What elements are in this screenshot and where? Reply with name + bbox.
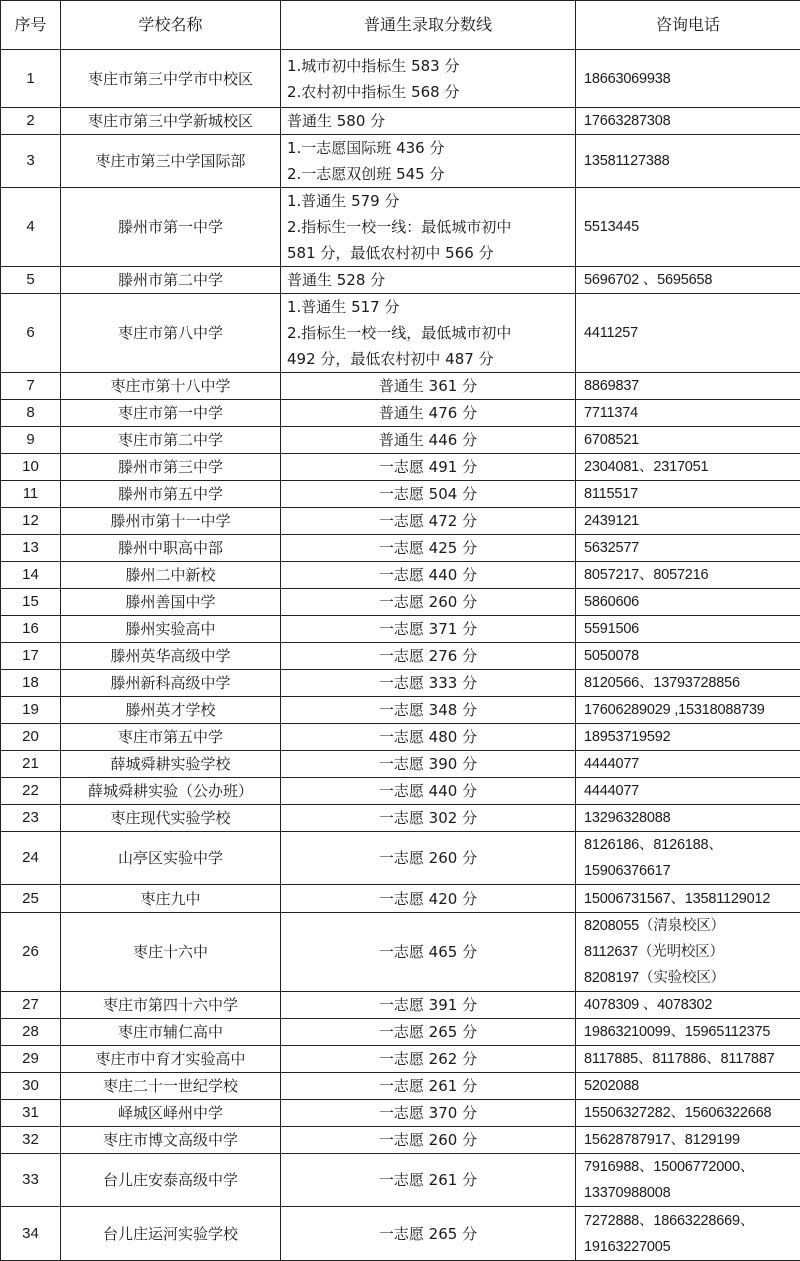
- school-name: 枣庄市第三中学国际部: [61, 135, 281, 188]
- row-number: 16: [1, 616, 61, 643]
- table-row: [1, 670, 800, 697]
- row-number: 34: [1, 1207, 61, 1261]
- school-name: 枣庄市第八中学: [61, 294, 281, 373]
- phone-line: 4411257: [584, 320, 794, 346]
- phone-line: 8120566、13793728856: [584, 670, 794, 696]
- table-row: [1, 751, 800, 778]
- row-number: 19: [1, 697, 61, 724]
- contact-phone: [576, 454, 800, 481]
- score-line: 一志愿 465 分: [287, 939, 569, 965]
- phone-line: 13581127388: [584, 148, 794, 174]
- school-name: 枣庄十六中: [61, 913, 281, 992]
- phone-line: 2304081、2317051: [584, 454, 794, 480]
- contact-phone: [576, 670, 800, 697]
- score-line: 一志愿 333 分: [287, 670, 569, 696]
- phone-line: 17606289029 ,15318088739: [584, 697, 794, 723]
- row-number: 24: [1, 832, 61, 885]
- school-name: 滕州英才学校: [61, 697, 281, 724]
- phone-line: 5632577: [584, 535, 794, 561]
- table-row: [1, 454, 800, 481]
- phone-line: 19863210099、15965112375: [584, 1019, 794, 1045]
- row-number: 20: [1, 724, 61, 751]
- phone-line: 18953719592: [584, 724, 794, 750]
- school-name: 滕州市第一中学: [61, 188, 281, 267]
- contact-phone: [576, 294, 800, 373]
- score-line: 一志愿 260 分: [287, 845, 569, 871]
- phone-line: 5860606: [584, 589, 794, 615]
- table-header: [1, 1, 800, 50]
- phone-line: 8117885、8117886、8117887: [584, 1046, 794, 1072]
- admission-score: [281, 562, 576, 589]
- score-line: 一志愿 491 分: [287, 454, 569, 480]
- row-number: 15: [1, 589, 61, 616]
- school-name: 滕州中职高中部: [61, 535, 281, 562]
- contact-phone: [576, 1046, 800, 1073]
- contact-phone: [576, 508, 800, 535]
- school-name: 滕州实验高中: [61, 616, 281, 643]
- school-name: 枣庄市第十八中学: [61, 373, 281, 400]
- contact-phone: [576, 805, 800, 832]
- admission-score: [281, 1046, 576, 1073]
- contact-phone: [576, 188, 800, 267]
- phone-line: 5591506: [584, 616, 794, 642]
- school-name: 薛城舜耕实验（公办班）: [61, 778, 281, 805]
- header-phone: 咨询电话: [576, 1, 800, 50]
- table-row: [1, 913, 800, 992]
- school-name: 枣庄市第四十六中学: [61, 992, 281, 1019]
- table-row: [1, 885, 800, 913]
- header-score: 普通生录取分数线: [281, 1, 576, 50]
- row-number: 14: [1, 562, 61, 589]
- admission-score: [281, 832, 576, 885]
- contact-phone: [576, 1100, 800, 1127]
- school-name: 台儿庄运河实验学校: [61, 1207, 281, 1261]
- contact-phone: [576, 724, 800, 751]
- contact-phone: [576, 427, 800, 454]
- admission-score: [281, 373, 576, 400]
- score-line: 普通生 476 分: [287, 400, 569, 426]
- table-row: [1, 1046, 800, 1073]
- phone-line: 15906376617: [584, 858, 794, 884]
- phone-line: 4078309 、4078302: [584, 992, 794, 1018]
- table-row: [1, 294, 800, 373]
- school-name: 滕州新科高级中学: [61, 670, 281, 697]
- admission-score: [281, 294, 576, 373]
- school-name: 枣庄市第一中学: [61, 400, 281, 427]
- contact-phone: [576, 135, 800, 188]
- school-name: 枣庄市第三中学市中校区: [61, 50, 281, 108]
- row-number: 32: [1, 1127, 61, 1154]
- school-name: 枣庄市第三中学新城校区: [61, 108, 281, 135]
- school-name: 枣庄市辅仁高中: [61, 1019, 281, 1046]
- row-number: 18: [1, 670, 61, 697]
- score-line: 一志愿 265 分: [287, 1019, 569, 1045]
- phone-line: 4444077: [584, 751, 794, 777]
- contact-phone: [576, 50, 800, 108]
- phone-line: 8057217、8057216: [584, 562, 794, 588]
- score-line: 1.普通生 579 分: [287, 188, 569, 214]
- row-number: 7: [1, 373, 61, 400]
- school-name: 枣庄二十一世纪学校: [61, 1073, 281, 1100]
- table-row: [1, 373, 800, 400]
- admission-score: [281, 267, 576, 294]
- admission-score: [281, 188, 576, 267]
- contact-phone: [576, 481, 800, 508]
- score-line: 一志愿 425 分: [287, 535, 569, 561]
- score-line: 普通生 580 分: [287, 108, 569, 134]
- table-row: [1, 188, 800, 267]
- admission-score: [281, 1127, 576, 1154]
- score-line: 492 分，最低农村初中 487 分: [287, 346, 569, 372]
- score-line: 普通生 528 分: [287, 267, 569, 293]
- admission-score: [281, 1154, 576, 1207]
- contact-phone: [576, 1019, 800, 1046]
- school-name: 枣庄市博文高级中学: [61, 1127, 281, 1154]
- school-name: 峄城区峄州中学: [61, 1100, 281, 1127]
- school-name: 滕州二中新校: [61, 562, 281, 589]
- row-number: 29: [1, 1046, 61, 1073]
- admission-score: [281, 913, 576, 992]
- phone-line: 5202088: [584, 1073, 794, 1099]
- admission-score: [281, 400, 576, 427]
- contact-phone: [576, 697, 800, 724]
- phone-line: 4444077: [584, 778, 794, 804]
- admission-score: [281, 481, 576, 508]
- score-line: 普通生 446 分: [287, 427, 569, 453]
- row-number: 10: [1, 454, 61, 481]
- table-row: [1, 724, 800, 751]
- contact-phone: [576, 1127, 800, 1154]
- row-number: 8: [1, 400, 61, 427]
- phone-line: 7711374: [584, 400, 794, 426]
- admission-score: [281, 992, 576, 1019]
- score-line: 一志愿 504 分: [287, 481, 569, 507]
- table-row: [1, 50, 800, 108]
- row-number: 21: [1, 751, 61, 778]
- score-line: 一志愿 261 分: [287, 1073, 569, 1099]
- phone-line: 13370988008: [584, 1180, 794, 1206]
- header-no: 序号: [1, 1, 61, 50]
- admission-score: [281, 108, 576, 135]
- row-number: 2: [1, 108, 61, 135]
- score-line: 一志愿 420 分: [287, 886, 569, 912]
- score-line: 一志愿 262 分: [287, 1046, 569, 1072]
- score-line: 一志愿 440 分: [287, 562, 569, 588]
- table-row: [1, 535, 800, 562]
- table-row: [1, 481, 800, 508]
- contact-phone: [576, 751, 800, 778]
- admission-score: [281, 1019, 576, 1046]
- admission-score: [281, 1100, 576, 1127]
- score-line: 一志愿 260 分: [287, 589, 569, 615]
- admission-score: [281, 805, 576, 832]
- phone-line: 8208197（实验校区）: [584, 965, 794, 991]
- table-row: [1, 108, 800, 135]
- phone-line: 15506327282、15606322668: [584, 1100, 794, 1126]
- contact-phone: [576, 778, 800, 805]
- score-line: 一志愿 440 分: [287, 778, 569, 804]
- score-line: 一志愿 391 分: [287, 992, 569, 1018]
- contact-phone: [576, 992, 800, 1019]
- row-number: 33: [1, 1154, 61, 1207]
- table-row: [1, 267, 800, 294]
- score-line: 1.普通生 517 分: [287, 294, 569, 320]
- school-name: 台儿庄安泰高级中学: [61, 1154, 281, 1207]
- row-number: 6: [1, 294, 61, 373]
- contact-phone: [576, 108, 800, 135]
- school-name: 滕州善国中学: [61, 589, 281, 616]
- row-number: 22: [1, 778, 61, 805]
- score-line: 一志愿 265 分: [287, 1221, 569, 1247]
- score-line: 一志愿 472 分: [287, 508, 569, 534]
- school-name: 滕州市第三中学: [61, 454, 281, 481]
- school-name: 滕州英华高级中学: [61, 643, 281, 670]
- admission-score: [281, 589, 576, 616]
- score-line: 一志愿 302 分: [287, 805, 569, 831]
- table-row: [1, 1073, 800, 1100]
- row-number: 23: [1, 805, 61, 832]
- school-name: 枣庄市第五中学: [61, 724, 281, 751]
- phone-line: 8126186、8126188、: [584, 832, 794, 858]
- phone-line: 5050078: [584, 643, 794, 669]
- table-row: [1, 1019, 800, 1046]
- contact-phone: [576, 1073, 800, 1100]
- admission-score: [281, 643, 576, 670]
- school-name: 枣庄现代实验学校: [61, 805, 281, 832]
- phone-line: 6708521: [584, 427, 794, 453]
- admission-score: [281, 427, 576, 454]
- score-line: 2.农村初中指标生 568 分: [287, 79, 569, 105]
- school-name: 滕州市第二中学: [61, 267, 281, 294]
- phone-line: 15628787917、8129199: [584, 1127, 794, 1153]
- phone-line: 2439121: [584, 508, 794, 534]
- phone-line: 18663069938: [584, 66, 794, 92]
- phone-line: 8112637（光明校区）: [584, 939, 794, 965]
- row-number: 3: [1, 135, 61, 188]
- table-row: [1, 778, 800, 805]
- contact-phone: [576, 373, 800, 400]
- table-row: [1, 508, 800, 535]
- table-row: [1, 805, 800, 832]
- table-row: [1, 400, 800, 427]
- table-row: [1, 135, 800, 188]
- school-name: 薛城舜耕实验学校: [61, 751, 281, 778]
- admission-score: [281, 454, 576, 481]
- row-number: 11: [1, 481, 61, 508]
- table-row: [1, 697, 800, 724]
- contact-phone: [576, 616, 800, 643]
- score-line: 2.指标生一校一线，最低城市初中: [287, 320, 569, 346]
- school-name: 滕州市第十一中学: [61, 508, 281, 535]
- score-line: 一志愿 348 分: [287, 697, 569, 723]
- contact-phone: [576, 535, 800, 562]
- score-line: 581 分，最低农村初中 566 分: [287, 240, 569, 266]
- school-name: 枣庄九中: [61, 885, 281, 913]
- contact-phone: [576, 562, 800, 589]
- contact-phone: [576, 643, 800, 670]
- school-name: 枣庄市第二中学: [61, 427, 281, 454]
- score-line: 2.指标生一校一线：最低城市初中: [287, 214, 569, 240]
- school-name: 枣庄市中育才实验高中: [61, 1046, 281, 1073]
- row-number: 31: [1, 1100, 61, 1127]
- score-line: 1.城市初中指标生 583 分: [287, 53, 569, 79]
- score-line: 一志愿 390 分: [287, 751, 569, 777]
- phone-line: 7916988、15006772000、: [584, 1154, 794, 1180]
- table-row: [1, 1154, 800, 1207]
- header-school-name: 学校名称: [61, 1, 281, 50]
- table-row: [1, 427, 800, 454]
- admission-score: [281, 508, 576, 535]
- phone-line: 8208055（清泉校区）: [584, 913, 794, 939]
- phone-line: 19163227005: [584, 1234, 794, 1260]
- row-number: 26: [1, 913, 61, 992]
- row-number: 5: [1, 267, 61, 294]
- admission-score: [281, 724, 576, 751]
- contact-phone: [576, 885, 800, 913]
- score-line: 一志愿 276 分: [287, 643, 569, 669]
- admission-score: [281, 135, 576, 188]
- row-number: 30: [1, 1073, 61, 1100]
- admission-score: [281, 751, 576, 778]
- table-row: [1, 1207, 800, 1261]
- score-line: 2.一志愿双创班 545 分: [287, 161, 569, 187]
- contact-phone: [576, 913, 800, 992]
- admission-score: [281, 50, 576, 108]
- admission-score: [281, 885, 576, 913]
- contact-phone: [576, 589, 800, 616]
- contact-phone: [576, 1154, 800, 1207]
- admission-score: [281, 616, 576, 643]
- admission-score: [281, 670, 576, 697]
- phone-line: 5696702 、5695658: [584, 267, 794, 293]
- phone-line: 5513445: [584, 214, 794, 240]
- contact-phone: [576, 267, 800, 294]
- contact-phone: [576, 832, 800, 885]
- table-row: [1, 832, 800, 885]
- table-row: [1, 1100, 800, 1127]
- phone-line: 8869837: [584, 373, 794, 399]
- row-number: 4: [1, 188, 61, 267]
- row-number: 17: [1, 643, 61, 670]
- row-number: 28: [1, 1019, 61, 1046]
- admission-score: [281, 535, 576, 562]
- school-name: 滕州市第五中学: [61, 481, 281, 508]
- admission-score: [281, 1073, 576, 1100]
- table-row: [1, 1127, 800, 1154]
- phone-line: 15006731567、13581129012: [584, 886, 794, 912]
- table-row: [1, 589, 800, 616]
- table-row: [1, 616, 800, 643]
- phone-line: 13296328088: [584, 805, 794, 831]
- contact-phone: [576, 400, 800, 427]
- phone-line: 7272888、18663228669、: [584, 1208, 794, 1234]
- score-line: 一志愿 480 分: [287, 724, 569, 750]
- score-line: 普通生 361 分: [287, 373, 569, 399]
- admission-score: [281, 778, 576, 805]
- phone-line: 8115517: [584, 481, 794, 507]
- table-body: [1, 50, 800, 1261]
- school-name: 山亭区实验中学: [61, 832, 281, 885]
- row-number: 25: [1, 885, 61, 913]
- contact-phone: [576, 1207, 800, 1261]
- row-number: 9: [1, 427, 61, 454]
- score-line: 一志愿 261 分: [287, 1167, 569, 1193]
- table-row: [1, 643, 800, 670]
- table-row: [1, 992, 800, 1019]
- admission-score: [281, 697, 576, 724]
- score-line: 一志愿 371 分: [287, 616, 569, 642]
- row-number: 1: [1, 50, 61, 108]
- table-row: [1, 562, 800, 589]
- score-line: 一志愿 260 分: [287, 1127, 569, 1153]
- score-line: 一志愿 370 分: [287, 1100, 569, 1126]
- score-line: 1.一志愿国际班 436 分: [287, 135, 569, 161]
- row-number: 27: [1, 992, 61, 1019]
- phone-line: 17663287308: [584, 108, 794, 134]
- row-number: 13: [1, 535, 61, 562]
- row-number: 12: [1, 508, 61, 535]
- admission-score: [281, 1207, 576, 1261]
